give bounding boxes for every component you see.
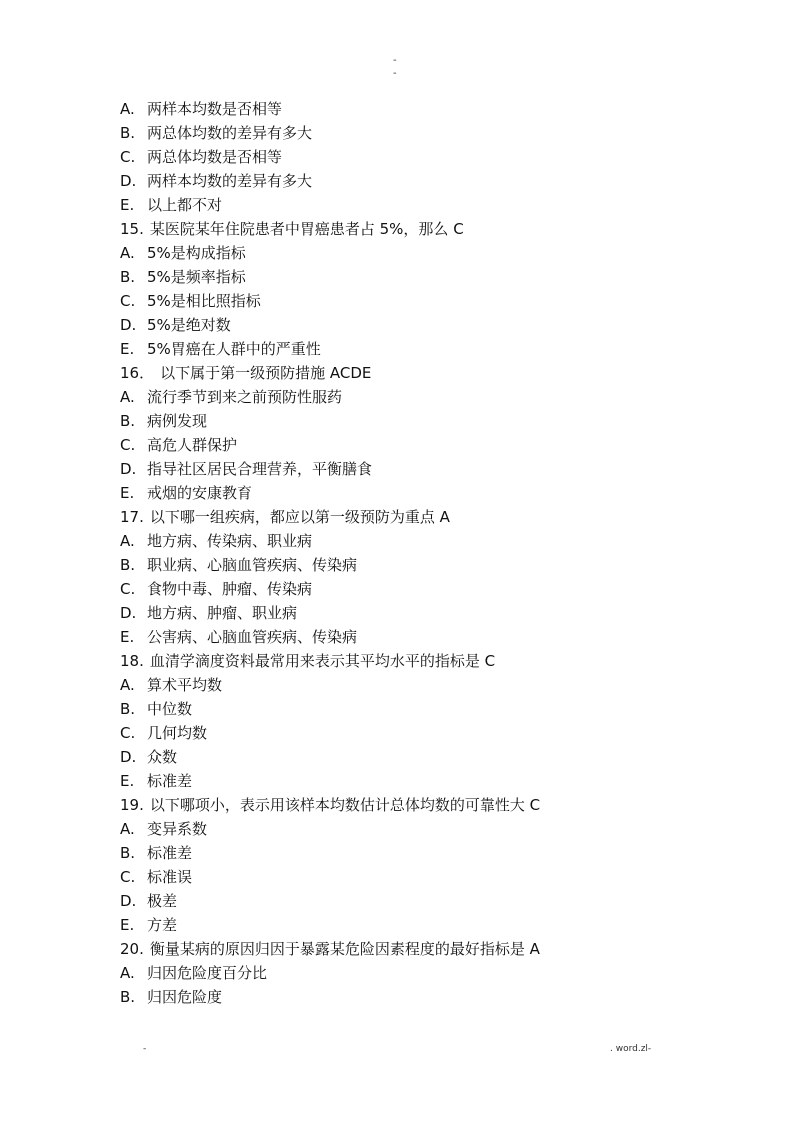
question-line <box>120 217 680 241</box>
option-letter: C. <box>120 436 136 454</box>
option-line <box>120 745 680 769</box>
option-letter: B. <box>120 268 136 286</box>
option-line <box>120 961 680 985</box>
option-letter: B. <box>120 844 136 862</box>
option-letter: E. <box>120 340 135 358</box>
option-letter: E. <box>120 484 135 502</box>
footer-left: - <box>143 1044 147 1054</box>
option-line <box>120 457 680 481</box>
option-letter: A. <box>120 388 135 406</box>
option-text: 5%是频率指标 <box>147 268 246 286</box>
option-line <box>120 265 680 289</box>
option-line <box>120 241 680 265</box>
option-text: 以上都不对 <box>147 196 223 214</box>
option-letter: A. <box>120 964 135 982</box>
option-letter: C. <box>120 148 136 166</box>
option-letter: B. <box>120 124 136 142</box>
option-text: 算术平均数 <box>147 676 223 694</box>
option-line <box>120 889 680 913</box>
option-text: 戒烟的安康教育 <box>147 484 253 502</box>
option-line <box>120 529 680 553</box>
option-letter: A. <box>120 532 135 550</box>
option-letter: E. <box>120 772 135 790</box>
option-line <box>120 169 680 193</box>
question-number: 15. <box>120 220 144 238</box>
question-number: 18. <box>120 652 144 670</box>
option-line <box>120 193 680 217</box>
document-body <box>120 97 680 1009</box>
question-number: 19. <box>120 796 144 814</box>
question-line <box>120 505 680 529</box>
option-letter: D. <box>120 316 137 334</box>
option-text: 变异系数 <box>147 820 208 838</box>
option-text: 几何均数 <box>147 724 208 742</box>
option-letter: D. <box>120 892 137 910</box>
option-text: 归因危险度 <box>147 988 223 1006</box>
option-text: 5%是绝对数 <box>147 316 231 334</box>
option-text: 流行季节到来之前预防性服药 <box>147 388 343 406</box>
option-letter: B. <box>120 700 136 718</box>
option-letter: D. <box>120 748 137 766</box>
option-text: 地方病、传染病、职业病 <box>147 532 313 550</box>
question-text: 以下属于第一级预防措施 ACDE <box>160 364 372 382</box>
question-line <box>120 361 680 385</box>
option-text: 归因危险度百分比 <box>147 964 268 982</box>
option-text: 标准误 <box>147 868 193 886</box>
option-letter: C. <box>120 580 136 598</box>
option-text: 地方病、肿瘤、职业病 <box>147 604 298 622</box>
option-text: 公害病、心脑血管疾病、传染病 <box>147 628 358 646</box>
option-text: 两样本均数的差异有多大 <box>147 172 313 190</box>
option-text: 高危人群保护 <box>147 436 238 454</box>
question-line <box>120 649 680 673</box>
option-text: 两总体均数是否相等 <box>147 148 283 166</box>
question-text: 以下哪项小，表示用该样本均数估计总体均数的可靠性大 C <box>149 796 541 814</box>
option-letter: C. <box>120 292 136 310</box>
option-line <box>120 337 680 361</box>
option-letter: E. <box>120 196 135 214</box>
option-letter: C. <box>120 724 136 742</box>
option-letter: A. <box>120 244 135 262</box>
option-line <box>120 145 680 169</box>
option-line <box>120 553 680 577</box>
option-line <box>120 409 680 433</box>
question-text: 以下哪一组疾病，都应以第一级预防为重点 A <box>149 508 450 526</box>
question-number: 20. <box>120 940 144 958</box>
question-number: 17. <box>120 508 144 526</box>
option-letter: B. <box>120 556 136 574</box>
option-line <box>120 625 680 649</box>
question-line <box>120 793 680 817</box>
question-text: 血清学滴度资料最常用来表示其平均水平的指标是 C <box>149 652 496 670</box>
option-line <box>120 865 680 889</box>
option-letter: A. <box>120 820 135 838</box>
option-text: 两总体均数的差异有多大 <box>147 124 313 142</box>
option-line <box>120 577 680 601</box>
option-letter: B. <box>120 988 136 1006</box>
option-line <box>120 985 680 1009</box>
question-text: 某医院某年住院患者中胃癌患者占 5%，那么 C <box>149 220 464 238</box>
option-text: 中位数 <box>147 700 193 718</box>
option-line <box>120 817 680 841</box>
option-line <box>120 769 680 793</box>
option-letter: B. <box>120 412 136 430</box>
option-line <box>120 697 680 721</box>
option-text: 标准差 <box>147 844 193 862</box>
option-line <box>120 97 680 121</box>
option-text: 众数 <box>147 748 178 766</box>
option-letter: D. <box>120 172 137 190</box>
option-letter: D. <box>120 604 137 622</box>
option-text: 食物中毒、肿瘤、传染病 <box>147 580 313 598</box>
option-text: 两样本均数是否相等 <box>147 100 283 118</box>
option-line <box>120 289 680 313</box>
option-letter: A. <box>120 676 135 694</box>
option-text: 5%胃癌在人群中的严重性 <box>147 340 321 358</box>
option-text: 5%是相比照指标 <box>147 292 261 310</box>
option-line <box>120 913 680 937</box>
option-line <box>120 313 680 337</box>
option-line <box>120 721 680 745</box>
option-letter: C. <box>120 868 136 886</box>
header-mark-bottom: - <box>393 68 397 79</box>
option-line <box>120 385 680 409</box>
option-letter: A. <box>120 100 135 118</box>
option-letter: D. <box>120 460 137 478</box>
question-text: 衡量某病的原因归因于暴露某危险因素程度的最好指标是 A <box>149 940 540 958</box>
footer-right: . word.zl- <box>610 1044 652 1054</box>
option-line <box>120 601 680 625</box>
option-text: 极差 <box>147 892 178 910</box>
option-text: 职业病、心脑血管疾病、传染病 <box>147 556 358 574</box>
option-line <box>120 673 680 697</box>
option-letter: E. <box>120 628 135 646</box>
option-line <box>120 433 680 457</box>
option-text: 指导社区居民合理营养，平衡膳食 <box>147 460 373 478</box>
question-line <box>120 937 680 961</box>
option-letter: E. <box>120 916 135 934</box>
option-text: 标准差 <box>147 772 193 790</box>
option-text: 5%是构成指标 <box>147 244 246 262</box>
option-text: 病例发现 <box>147 412 208 430</box>
option-text: 方差 <box>147 916 178 934</box>
option-line <box>120 841 680 865</box>
header-mark-top: - <box>393 55 397 66</box>
question-number: 16． <box>120 364 155 382</box>
option-line <box>120 121 680 145</box>
option-line <box>120 481 680 505</box>
